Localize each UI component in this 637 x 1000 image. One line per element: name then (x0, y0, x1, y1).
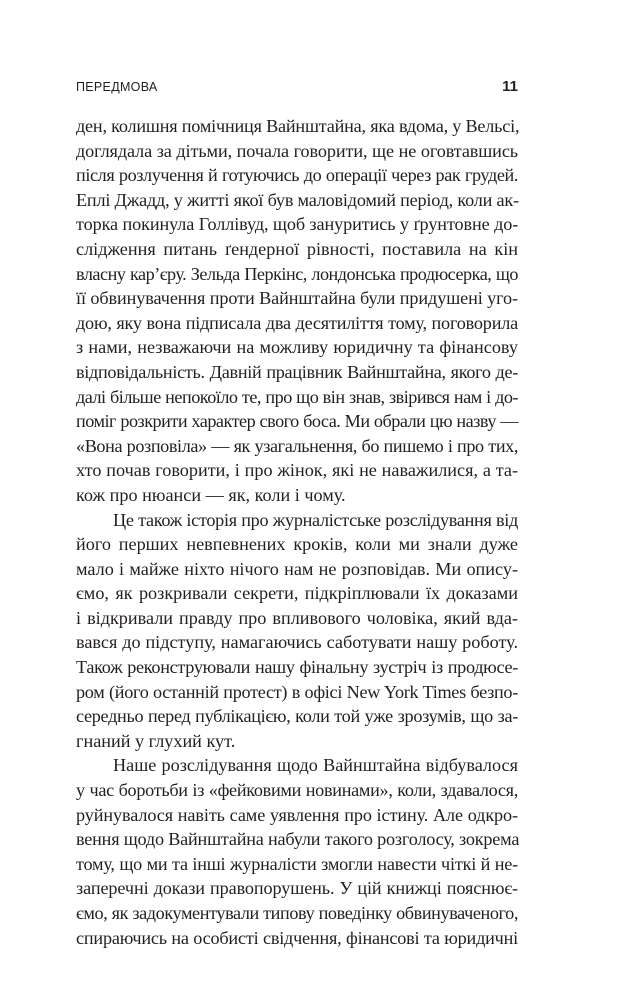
text-line: слідження питань ґендерної рівності, поставила на кін (76, 238, 518, 259)
text-line: у час боротьби із «фейковими новинами», коли, здавалося, (76, 780, 518, 801)
text-line: Еплі Джадд, у житті якої був маловідомий період, коли ак- (76, 189, 519, 210)
running-title: ПЕРЕДМОВА (76, 80, 158, 94)
text-line: хто почав говорити, і про жінок, які не наважилися, а та- (76, 460, 518, 481)
text-line: Наше розслідування щодо Вайнштайна відбувалося (113, 755, 518, 776)
text-line: після розлучення й готуючись до операції через рак грудей. (76, 165, 518, 186)
text-line: відповідальність. Давній працівник Вайнштайна, якого де- (76, 361, 518, 382)
text-line: ден, колишня помічниця Вайнштайна, яка вдома, у Вельсі, (76, 116, 520, 136)
text-line: гнаний у глухий кут. (76, 730, 236, 751)
text-line: дою, яку вона підписала два десятиліття тому, поговорила (76, 312, 518, 333)
text-line: «Вона розповіла» — як узагальнення, бо пишемо і про тих, (76, 435, 518, 456)
text-line: спираючись на особисті свідчення, фінансові та юридичні (76, 927, 518, 948)
text-line: її обвинувачення проти Вайнштайна були придушені уго- (76, 288, 518, 309)
text-line: кож про нюанси — як, коли і чому. (76, 484, 346, 505)
text-line: заперечні докази правопорушень. У цій книжці пояснює- (76, 878, 518, 899)
text-line: власну кар’єру. Зельда Перкінс, лондонська продюсерка, що (76, 263, 518, 284)
text-line: Це також історія про журналістське розслідування від (113, 509, 518, 530)
text-line: вення щодо Вайнштайна набули такого розголосу, зокрема (76, 829, 520, 850)
page-header (76, 78, 518, 98)
text-line: Також реконструювали нашу фінальну зустріч із продюсе- (76, 657, 518, 678)
body-text (76, 114, 518, 950)
text-line: з нами, незважаючи на можливу юридичну та фінансову (76, 337, 518, 358)
text-line: поміг розкрити характер свого боса. Ми обрали цю назву — (76, 411, 518, 432)
text-line: ром (його останній протест) в офісі New York Times безпо- (76, 681, 518, 702)
text-line: його перших невпевнених кроків, коли ми знали дуже (76, 534, 518, 555)
text-line: ємо, як розкривали секрети, підкріплювали їх доказами (76, 583, 518, 604)
text-line: мало і майже ніхто нічого нам не розповідав. Ми опису- (76, 558, 518, 579)
text-line: торка покинула Голлівуд, щоб зануритись у ґрунтовне до- (76, 214, 519, 235)
text-line: тому, що ми та інші журналісти змогли навести чіткі й не- (76, 853, 518, 874)
page-number: 11 (502, 78, 518, 95)
text-line: далі більше непокоїло те, про що він знав, звірився нам і до- (76, 386, 518, 407)
text-line: і відкривали правду про впливового чоловіка, який вда- (76, 607, 518, 628)
text-line: середньо перед публікацією, коли той уже зрозумів, що за- (76, 706, 518, 727)
text-line: руйнувалося навіть саме уявлення про істину. Але одкро- (76, 804, 518, 825)
text-line: доглядала за дітьми, почала говорити, ще не оговтавшись (76, 140, 518, 161)
text-line: ємо, як задокументували типову поведінку обвинуваченого, (76, 903, 518, 923)
text-line: вався до підступу, намагаючись саботувати нашу роботу. (76, 632, 518, 653)
